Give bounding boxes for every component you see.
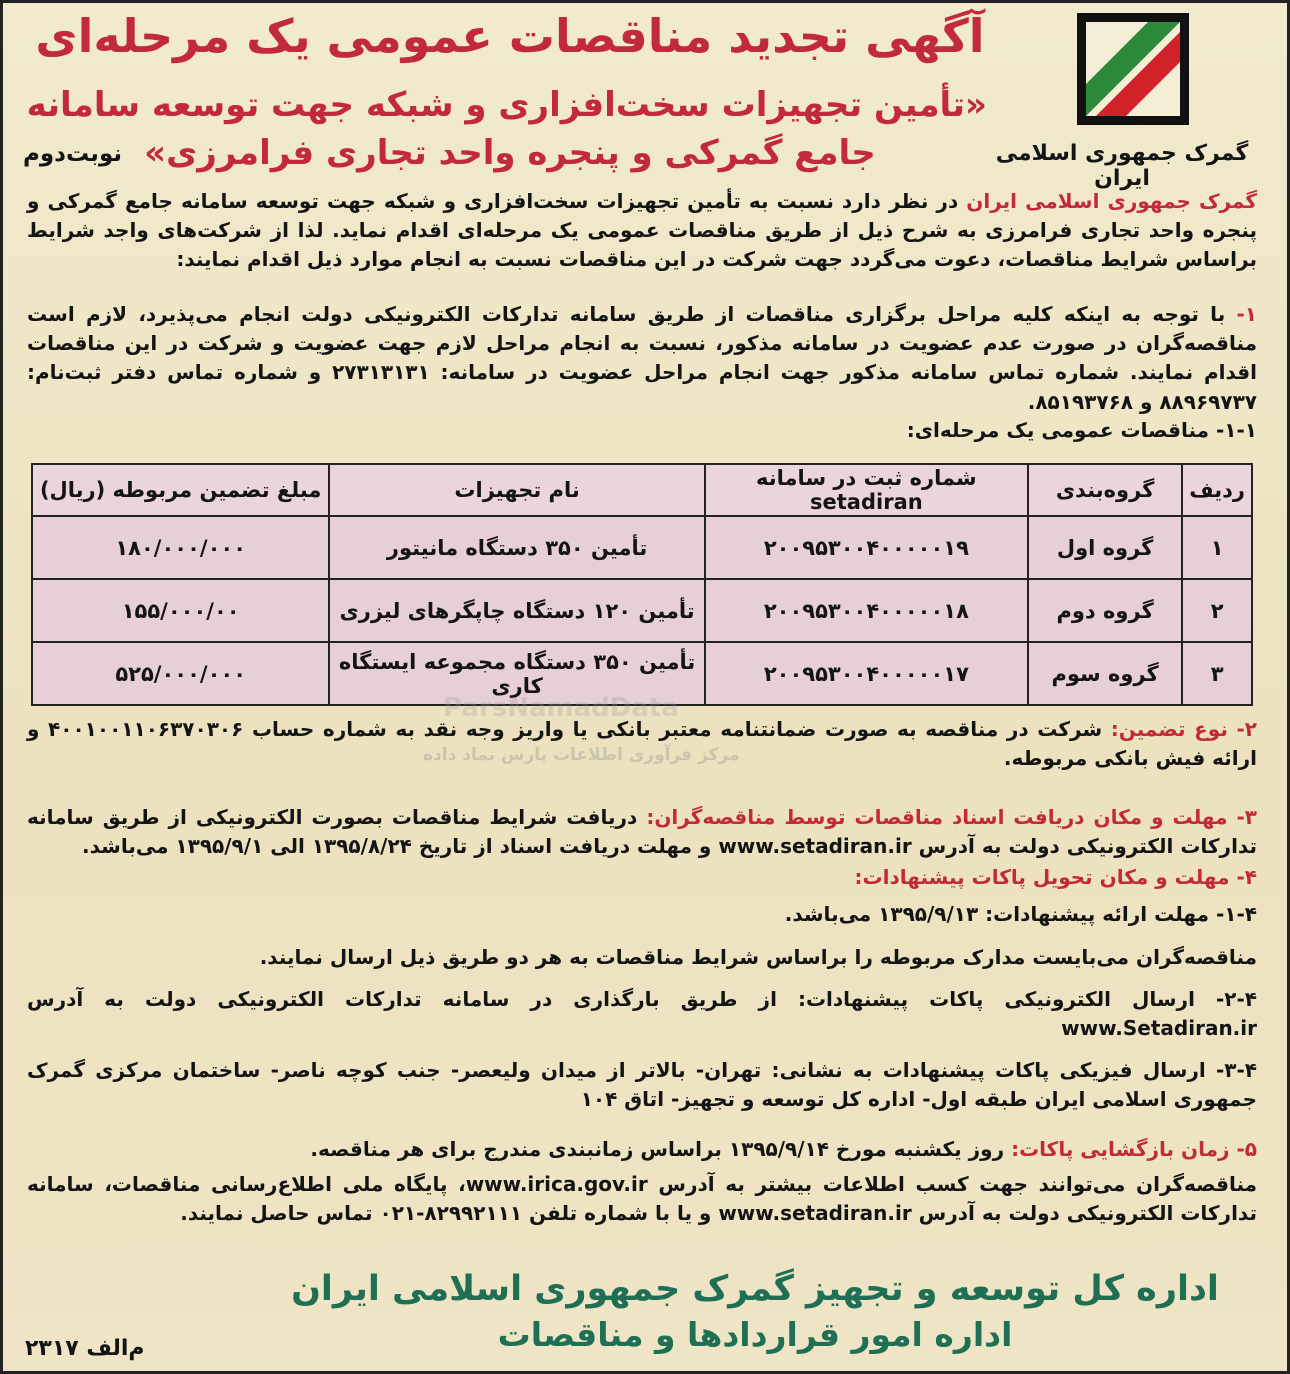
section-1-number: ۱- [1225,302,1258,326]
cell-row-number: ۳ [1182,642,1252,705]
notice-title: آگهی تجدید مناقصات عمومی یک مرحله‌ای [35,9,985,63]
footer-department: اداره کل توسعه و تجهیز گمرک جمهوری اسلامی ایران [291,1269,1219,1309]
intro-text: در نظر دارد نسبت به تأمین تجهیزات سخت‌افزاری و شبکه جهت توسعه سامانه جامع گمرکی و پنجره واحد تجاری فرامرزی به شرح ذیل از طریق مناقصات عمومی یک مرحله‌ای اقدام نماید. لذا از شرکت‌های واجد شرایط براساس شرایط مناقصات، دعوت می‌گردد جهت شرکت در این مناقصات نسبت به انجام موارد ذیل اقدام نمایند: [27,189,1257,272]
section-3 [27,803,1257,861]
section-4-2: ۲-۴- ارسال الکترونیکی پاکات پیشنهادات: از طریق بارگذاری در سامانه تدارکات الکترونیکی دولت به آدرس www.Setadiran.ir [27,987,1257,1041]
notice-subtitle-line-1: «تأمین تجهیزات سخت‌افزاری و شبکه جهت توسعه سامانه [26,85,987,125]
cell-equipment-name: تأمین ۳۵۰ دستگاه مجموعه ایستگاه کاری [329,642,704,705]
section-1-text: با توجه به اینکه کلیه مراحل برگزاری مناقصات از طریق سامانه تدارکات الکترونیکی دولت انجام می‌پذیرد، لازم است مناقصه‌گران در صورت عدم عضویت در سامانه مذکور، نسبت به انجام مراحل لازم جهت عضویت و شرکت در این مناقصات اقدام نمایند. شماره تماس سامانه مذکور جهت انجام مراحل عضویت در سامانه: ۲۷۳۱۳۱۳۱ و شماره تماس دفتر ثبت‌نام: ۸۸۹۶۹۷۳۷ و ۸۵۱۹۳۷۶۸. [27,302,1257,414]
section-4-1: ۱-۴- مهلت ارائه پیشنهادات: ۱۳۹۵/۹/۱۳ می‌باشد. [784,902,1257,926]
section-5 [27,1135,1257,1164]
section-4-title: ۴- مهلت و مکان تحویل پاکات پیشنهادات: [854,865,1257,889]
cell-registration-number: ۲۰۰۹۵۳۰۰۴۰۰۰۰۰۱۹ [705,516,1028,579]
logo-caption: گمرک جمهوری اسلامی ایران [995,141,1249,191]
section-2-text: شرکت در مناقصه به صورت ضمانتنامه معتبر بانکی یا واریز وجه نقد به شماره حساب ۴۰۰۱۰۰۱۱۰۶۳۷۰۳۰۶ و ارائه فیش بانکی مربوطه. [27,717,1257,771]
section-1-1-title: ۱-۱- مناقصات عمومی یک مرحله‌ای: [906,418,1257,442]
section-1 [27,300,1257,417]
section-5-text: روز یکشنبه مورخ ۱۳۹۵/۹/۱۴ براساس زمانبندی مندرج برای هر مناقصه. [310,1137,1012,1161]
section-3-text: دریافت شرایط مناقصات بصورت الکترونیکی از طریق سامانه تدارکات الکترونیکی دولت به آدرس www.setadiran.ir و مهلت دریافت اسناد از تاریخ ۱۳۹۵/۸/۲۴ الی ۱۳۹۵/۹/۱ می‌باشد. [27,805,1257,859]
cell-row-number: ۱ [1182,516,1252,579]
table-row [32,579,1252,642]
cell-registration-number: ۲۰۰۹۵۳۰۰۴۰۰۰۰۰۱۷ [705,642,1028,705]
section-3-title: ۳- مهلت و مکان دریافت اسناد مناقصات توسط مناقصه‌گران: [646,805,1257,829]
cell-group: گروه دوم [1028,579,1182,642]
table-row [32,516,1252,579]
intro-paragraph [27,187,1257,275]
cell-group: گروه اول [1028,516,1182,579]
customs-logo [1077,13,1189,125]
header-equipment-name: نام تجهیزات [329,464,704,516]
closing-paragraph: مناقصه‌گران می‌توانند جهت کسب اطلاعات بیشتر به آدرس www.irica.gov.ir، پایگاه ملی اطلاع‌رسانی مناقصات، سامانه تدارکات الکترونیکی دولت به آدرس www.setadiran.ir و یا با شماره تلفن ۸۲۹۹۲۱۱۱-۰۲۱ تماس حاصل نمایند. [27,1172,1258,1226]
section-4-3: ۳-۴- ارسال فیزیکی پاکات پیشنهادات به نشانی: تهران- بالاتر از میدان ولیعصر- جنب کوچه ناصر- ساختمان مرکزی گمرک جمهوری اسلامی ایران طبقه اول- اداره کل توسعه و تجهیز- اتاق ۱۰۴ [27,1058,1257,1112]
header-registration-number: شماره ثبت در سامانه setadiran [705,464,1028,516]
notice-subtitle-line-2: جامع گمرکی و پنجره واحد تجاری فرامرزی» [144,133,876,173]
table-header-row [32,464,1252,516]
header-row-number: ردیف [1182,464,1252,516]
section-5-title: ۵- زمان بازگشایی پاکات: [1011,1137,1257,1161]
header-group: گروه‌بندی [1028,464,1182,516]
cell-row-number: ۲ [1182,579,1252,642]
footer-office: اداره امور قراردادها و مناقصات [497,1315,1013,1354]
cell-guarantee-amount: ۱۵۵/۰۰۰/۰۰ [32,579,329,642]
intro-org: گمرک جمهوری اسلامی ایران [966,189,1257,213]
section-2 [27,715,1257,773]
cell-guarantee-amount: ۱۸۰/۰۰۰/۰۰۰ [32,516,329,579]
cell-equipment-name: تأمین ۱۲۰ دستگاه چاپگرهای لیزری [329,579,704,642]
cell-registration-number: ۲۰۰۹۵۳۰۰۴۰۰۰۰۰۱۸ [705,579,1028,642]
watermark-brand: ParsNamadData [443,693,679,723]
cell-group: گروه سوم [1028,642,1182,705]
tender-table [31,463,1253,706]
header-guarantee-amount: مبلغ تضمین مربوطه (ریال) [32,464,329,516]
customs-emblem-icon [1086,22,1180,116]
watermark-text: مرکز فرآوری اطلاعات پارس نماد داده [423,745,740,765]
section-2-title: ۲- نوع تضمین: [1110,717,1257,741]
cell-guarantee-amount: ۵۲۵/۰۰۰/۰۰۰ [32,642,329,705]
cell-equipment-name: تأمین ۳۵۰ دستگاه مانیتور [329,516,704,579]
section-4-1-note: مناقصه‌گران می‌بایست مدارک مربوطه را براساس شرایط مناقصات به هر دو طریق ذیل ارسال نمایند. [259,945,1257,969]
publication-code: م‌الف ۲۳۱۷ [25,1336,145,1361]
publication-turn: نوبت‌دوم [23,141,122,167]
